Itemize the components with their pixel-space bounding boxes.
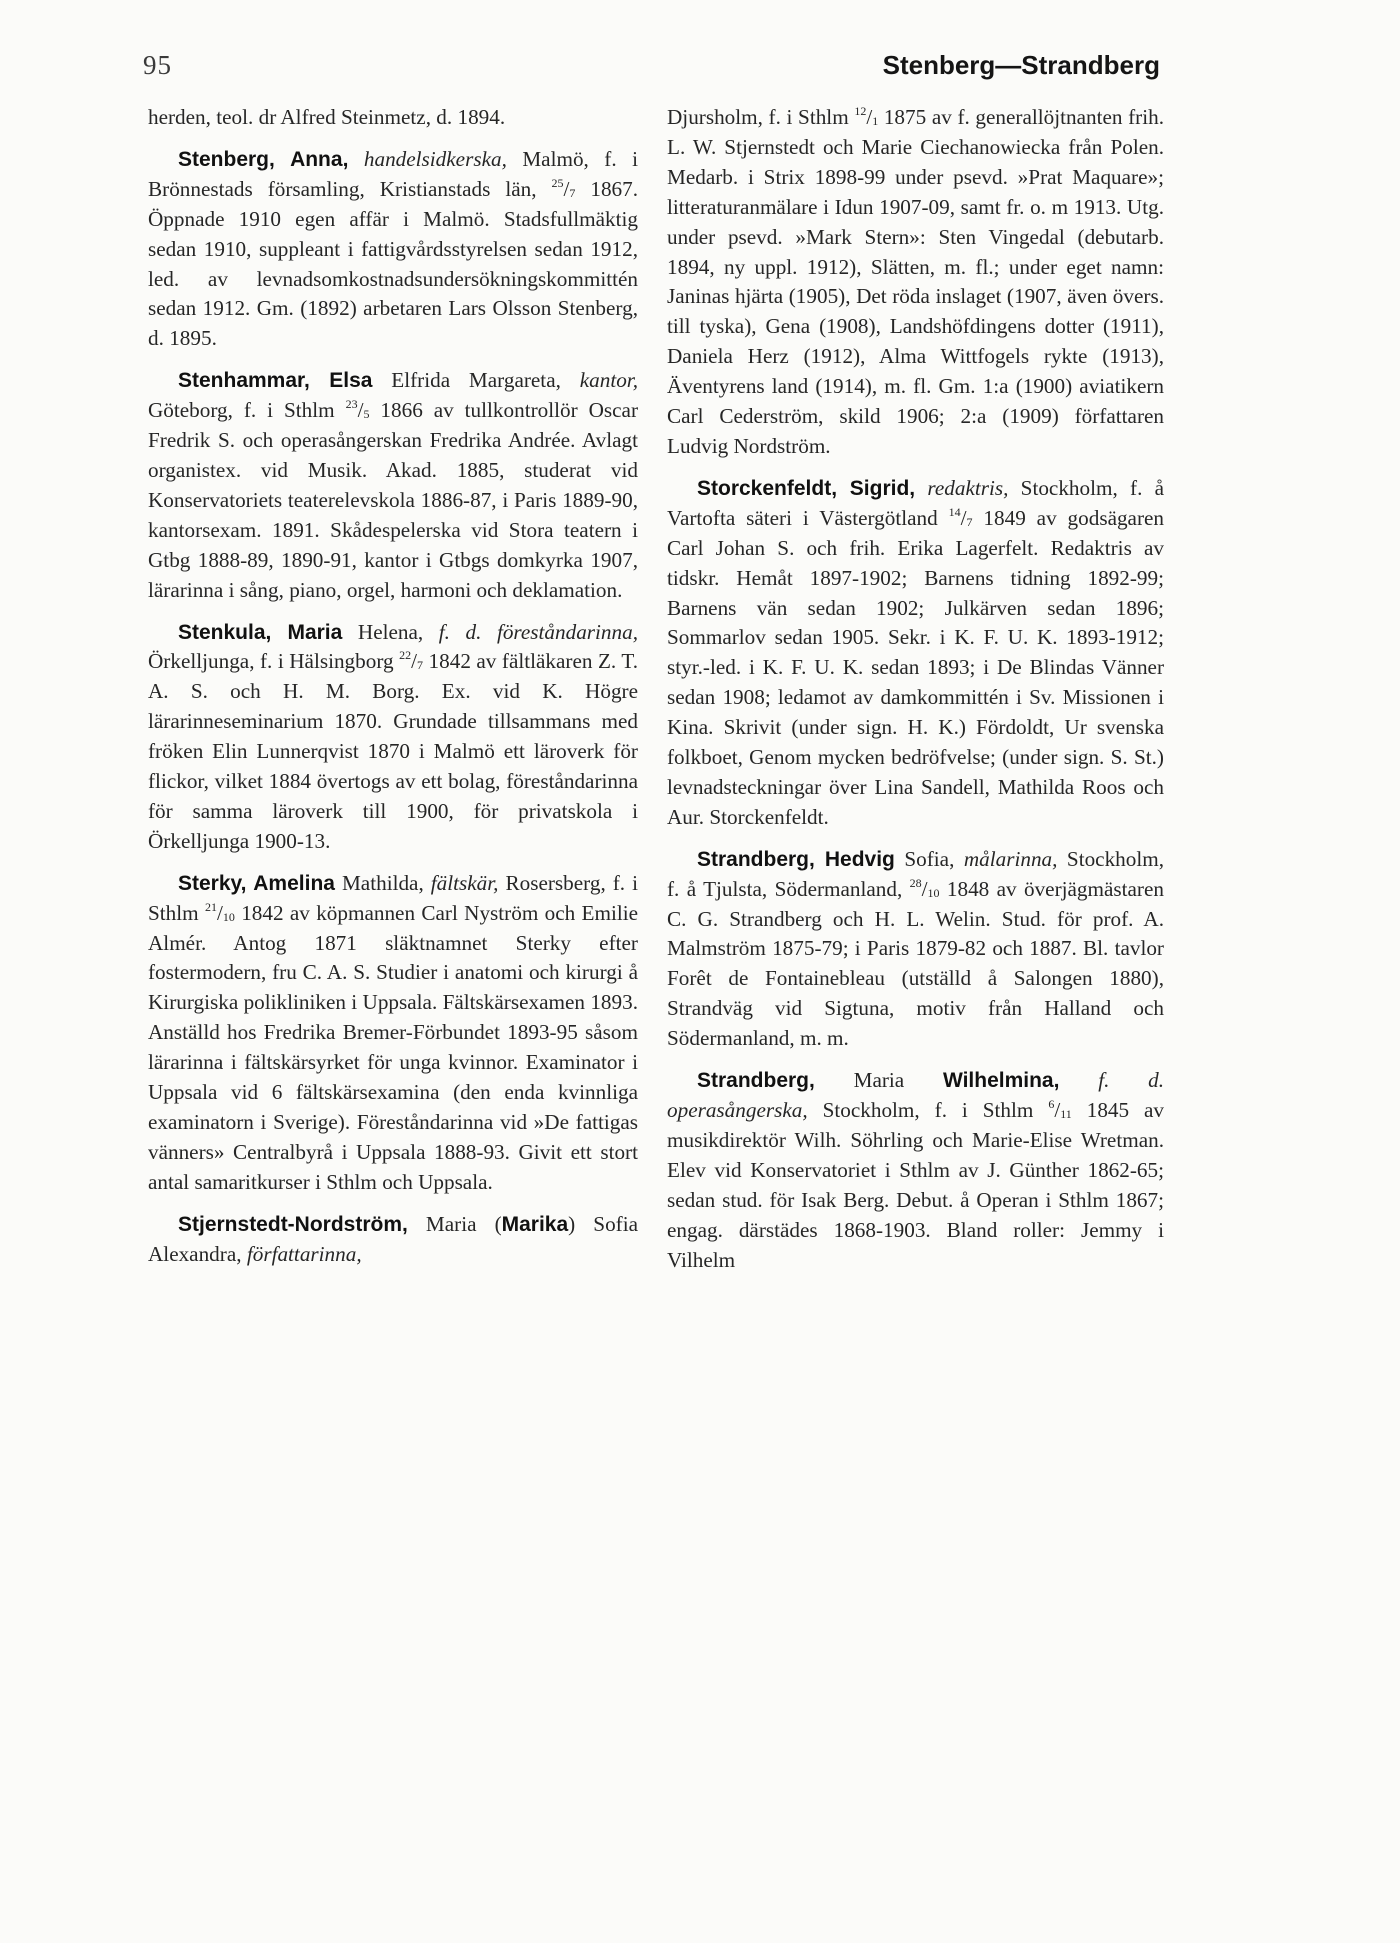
left-column [148,103,638,1282]
entry-name: Storckenfeldt, Sigrid, [697,476,916,500]
entry-name: Strandberg, [697,1069,815,1093]
entry-name: Stenhammar, Elsa [178,369,373,393]
entry-occupation: fältskär, [430,870,499,895]
entry-sterky-amelina: Sterky, Amelina Mathilda, fältskär, Rosersberg, f. i Sthlm $^{21}/_{10}$ 1842 av köpmannen Carl Nyström och Emilie Almér. Antog 1871 släktnamnet Sterky efter fostermodern, fru C. A. S. Studier i anatomi och kirurgi å Kirurgiska polikliniken i Uppsala. Fältskärsexamen 1893. Anställd hos Fredrika Bremer-Förbundet 1893-95 såsom lärarinna i fältskärsyrket för unga kvinnor. Examinator i Uppsala vid 6 fältskärsexamina (den enda kvinnliga examinatorn i Sverige). Föreståndarinna vid »De fattigas vänners» Centralbyrå i Uppsala 1888-93. Givit ett stort antal samaritkurser i Sthlm och Uppsala. [148,870,639,1194]
entry-name: Stenkula, Maria [178,620,343,644]
entry-occupation: författarinna, [246,1241,362,1266]
entry-strandberg-hedvig: Strandberg, Hedvig Sofia, målarinna, Stockholm, f. å Tjulsta, Södermanland, $^{28}/_{10}$ 1848 av överjägmästaren C. G. Strandberg och H. L. Welin. Stud. för prof. A. Malmström 1875-79; i Paris 1879-82 och 1887. Bl. tavlor Forêt de Fontainebleau (utställd å Salongen 1880), Strandväg vid Sigtuna, motiv från Halland och Södermanland, m. m. [667,846,1165,1051]
entry-occupation: kantor, [579,368,638,393]
entry-name-secondary: Wilhelmina, [942,1069,1060,1093]
entry-name: Strandberg, Hedvig [697,847,895,871]
entry-stjernstedt-nordstrom: Stjernstedt-Nordström, Maria (Marika) Sofia Alexandra, författarinna, [148,1211,639,1266]
entry-strandberg-maria: Strandberg, Maria Wilhelmina, f. d. operasångerska, Stockholm, f. i Sthlm $^6/_{11}$ 1845 av musikdirektör Wilh. Söhrling och Marie-Elise Wretman. Elev vid Konservatoriet i Sthlm av J. Günther 1862-65; sedan stud. för Isak Berg. Debut. å Operan i Sthlm 1867; engag. därstädes 1868-1903. Bland roller: Jemmy i Vilhelm [667,1068,1165,1272]
entry-name: Sterky, Amelina [178,871,335,895]
entry-continuation: herden, teol. dr Alfred Steinmetz, d. 1894. [148,105,506,129]
entry-name-secondary: Marika [501,1212,569,1236]
entry-storckenfeldt-sigrid: Storckenfeldt, Sigrid, redaktris, Stockholm, f. å Vartofta säteri i Västergötland $^{14}/_7$ 1849 av godsägaren Carl Johan S. och frih. Erika Lagerfelt. Redaktris av tidskr. Hemåt 1897-1902; Barnens tidning 1892-99; Barnens vän sedan 1902; Julkärven sedan 1896; Sommarlov sedan 1905. Sekr. i K. F. U. K. 1893-1912; styr.-led. i K. F. U. K. sedan 1893; i De Blindas Vänner sedan 1908; ledamot av damkommittén i Sv. Missionen i Kina. Skrivit (under sign. H. K.) Fördoldt, Ur svenska folkboet, Genom mycken bedröfvelse; (under sign. S. St.) levnadsteckningar över Lina Sandell, Mathilda Roos och Aur. Storckenfeldt. [667,475,1165,829]
running-title: Stenberg—Strandberg [882,50,1160,80]
entry-continuation: Djursholm, f. i Sthlm $^{12}/_1$ 1875 av f. generallöjtnanten frih. L. W. Stjernstedt och Marie Ciechanowiecka från Polen. Medarb. i Strix 1898-99 under psevd. »Prat Maquare»; litteraturanmälare i Idun 1907-09, samt fr. o. m 1913. Utg. under psevd. »Mark Stern»: Sten Vingedal (debutarb. 1894, ny uppl. 1912), Slätten, m. fl.; under eget namn: Janinas hjärta (1905), Det röda inslaget (1907, även övers. till tyska), Gena (1908), Landshöfdingens dotter (1911), Daniela Herz (1912), Alma Wittfogels rykte (1913), Äventyrens land (1914), m. fl. Gm. 1:a (1900) aviatikern Carl Cederström, skild 1906; 2:a (1909) författaren Ludvig Nordström. [667,104,1165,458]
entry-stenberg-anna: Stenberg, Anna, handelsidkerska, Malmö, f. i Brönnestads församling, Kristianstads län, $^{25}/_7$ 1867. Öppnade 1910 egen affär i Malmö. Stadsfullmäktig sedan 1910, suppleant i fattigvårdsstyrelsen sedan 1912, led. av levnadsomkostnadsundersökningskommittén sedan 1912. Gm. (1892) arbetaren Lars Olsson Stenberg, d. 1895. [148,146,639,351]
entry-occupation: f. d. operasångerska, [667,1068,1165,1122]
entry-stenhammar-elsa: Stenhammar, Elsa Elfrida Margareta, kantor, Göteborg, f. i Sthlm $^{23}/_5$ 1866 av tullkontrollör Oscar Fredrik S. och operasångerskan Fredrika Andrée. Avlagt organistex. vid Musik. Akad. 1885, studerat vid Konservatoriets teaterelevskola 1886-87, i Paris 1889-90, kantorsexam. 1891. Skådespelerska vid Stora teatern i Gtbg 1888-89, 1890-91, kantor i Gtbgs domkyrka 1907, lärarinna i sång, piano, orgel, harmoni och deklamation. [148,368,639,602]
entry-name: Stenberg, Anna, [178,147,349,171]
page-number: 95 [143,50,172,80]
entry-occupation: redaktris, [927,475,1009,500]
entry-occupation: målarinna, [963,846,1058,871]
entry-stenkula-maria: Stenkula, Maria Helena, f. d. föreståndarinna, Örkelljunga, f. i Hälsingborg $^{22}/_7$ 1842 av fältläkaren Z. T. A. S. och H. M. Borg. Ex. vid K. Högre lärarinneseminarium 1870. Grundade tillsammans med fröken Elin Lunnerqvist 1870 i Malmö ett läroverk för flickor, vilket 1884 övertogs av ett bolag, föreståndarinna för samma läroverk till 1900, för privatskola i Örkelljunga 1900-13. [148,619,639,853]
entry-occupation: handelsidkerska, [363,146,507,171]
entry-occupation: f. d. föreståndarinna, [438,619,639,644]
right-column [667,103,1164,1287]
entry-name: Stjernstedt-Nordström, [178,1212,408,1236]
